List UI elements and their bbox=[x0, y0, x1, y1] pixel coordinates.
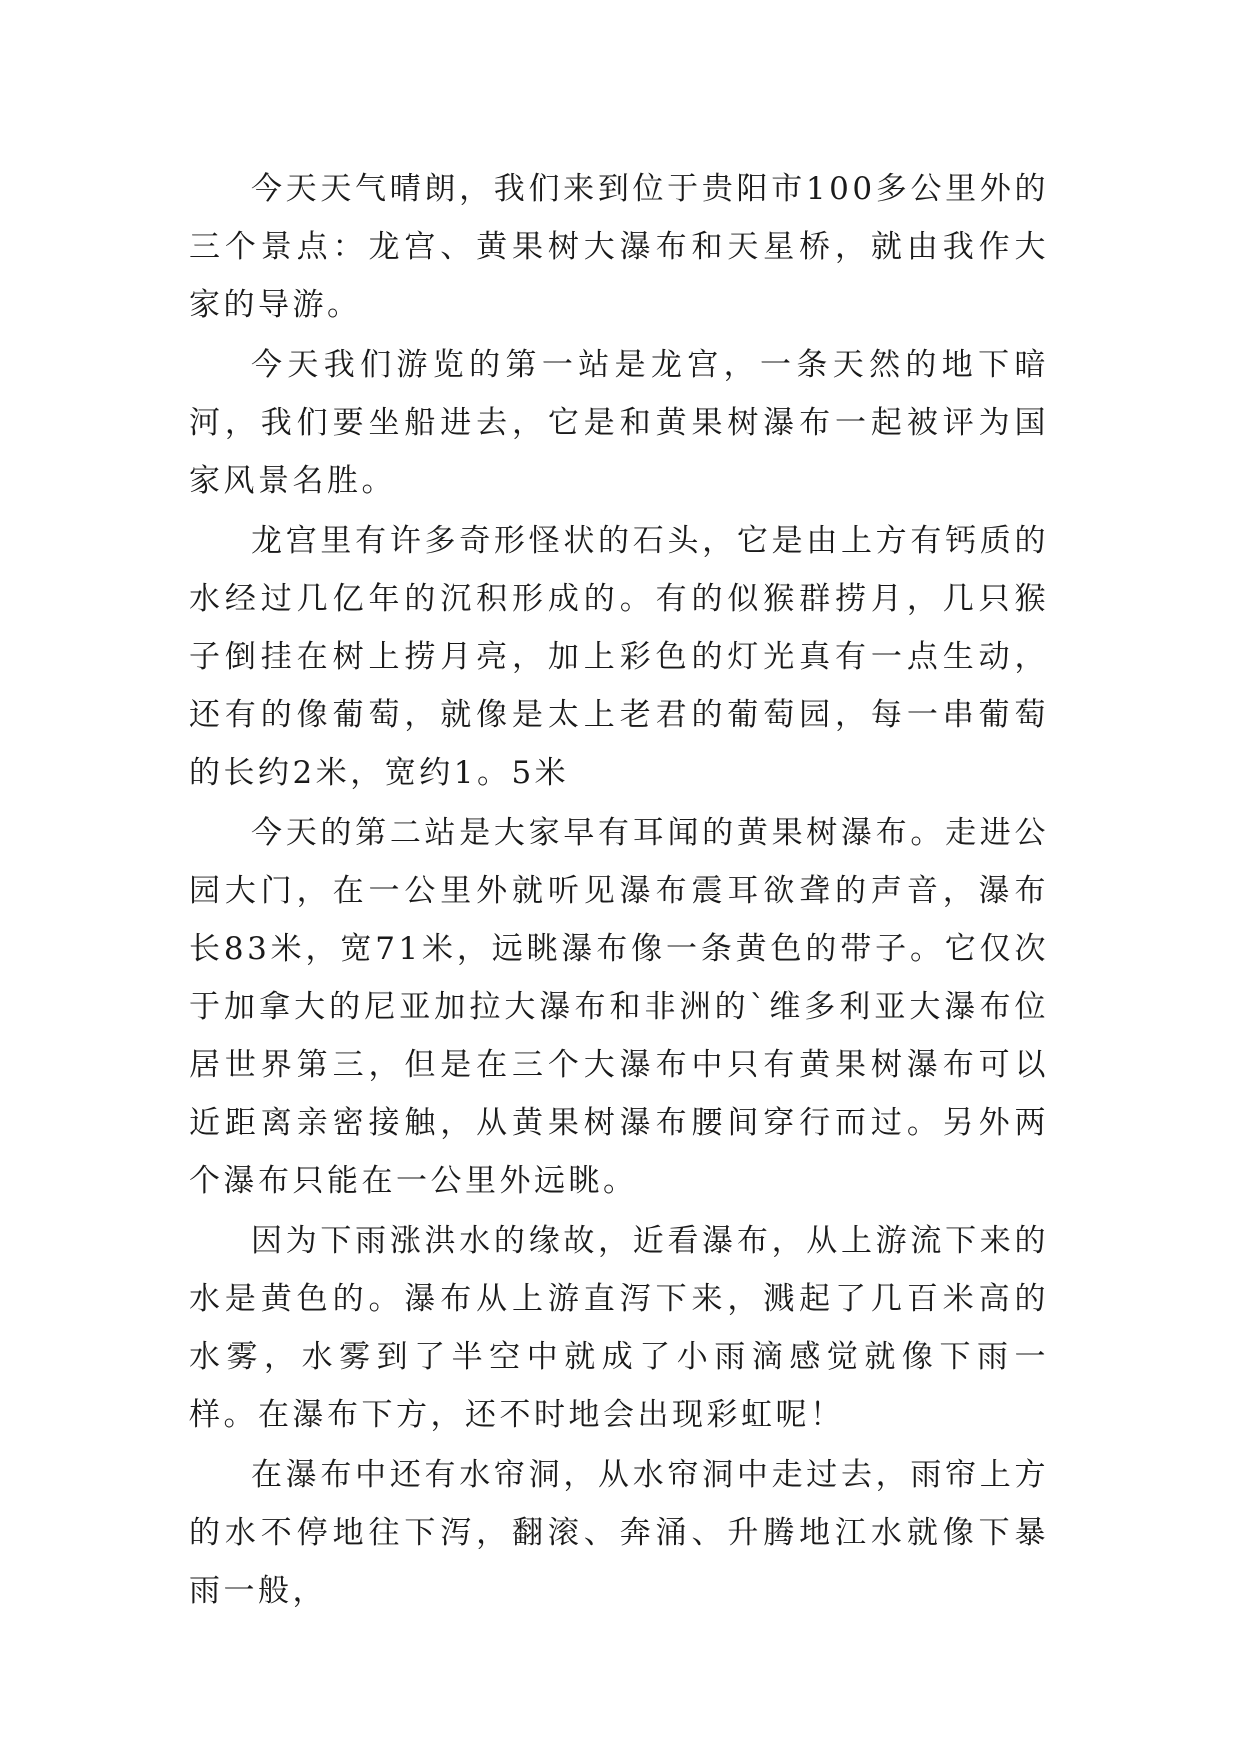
paragraph-6: 在瀑布中还有水帘洞，从水帘洞中走过去，雨帘上方的水不停地往下泻，翻滚、奔涌、升腾地江水就像下暴雨一般， bbox=[189, 1457, 1049, 1609]
paragraph-1: 今天天气晴朗，我们来到位于贵阳市100多公里外的三个景点：龙宫、黄果树大瀑布和天星桥，就由我作大家的导游。 bbox=[189, 171, 1049, 323]
paragraph-4: 今天的第二站是大家早有耳闻的黄果树瀑布。走进公园大门，在一公里外就听见瀑布震耳欲聋的声音，瀑布长83米，宽71米，远眺瀑布像一条黄色的带子。它仅次于加拿大的尼亚加拉大瀑布和非洲的`维多利亚大瀑布位居世界第三，但是在三个大瀑布中只有黄果树瀑布可以近距离亲密接触，从黄果树瀑布腰间穿行而过。另外两个瀑布只能在一公里外远眺。 bbox=[189, 815, 1049, 1199]
paragraph-5: 因为下雨涨洪水的缘故，近看瀑布，从上游流下来的水是黄色的。瀑布从上游直泻下来，溅起了几百米高的水雾，水雾到了半空中就成了小雨滴感觉就像下雨一样。在瀑布下方，还不时地会出现彩虹呢！ bbox=[189, 1223, 1049, 1433]
document-body bbox=[189, 160, 1049, 1620]
paragraph-3: 龙宫里有许多奇形怪状的石头，它是由上方有钙质的水经过几亿年的沉积形成的。有的似猴群捞月，几只猴子倒挂在树上捞月亮，加上彩色的灯光真有一点生动，还有的像葡萄，就像是太上老君的葡萄园，每一串葡萄的长约2米，宽约1。5米 bbox=[189, 523, 1049, 791]
paragraph-2: 今天我们游览的第一站是龙宫，一条天然的地下暗河，我们要坐船进去，它是和黄果树瀑布一起被评为国家风景名胜。 bbox=[189, 347, 1049, 499]
